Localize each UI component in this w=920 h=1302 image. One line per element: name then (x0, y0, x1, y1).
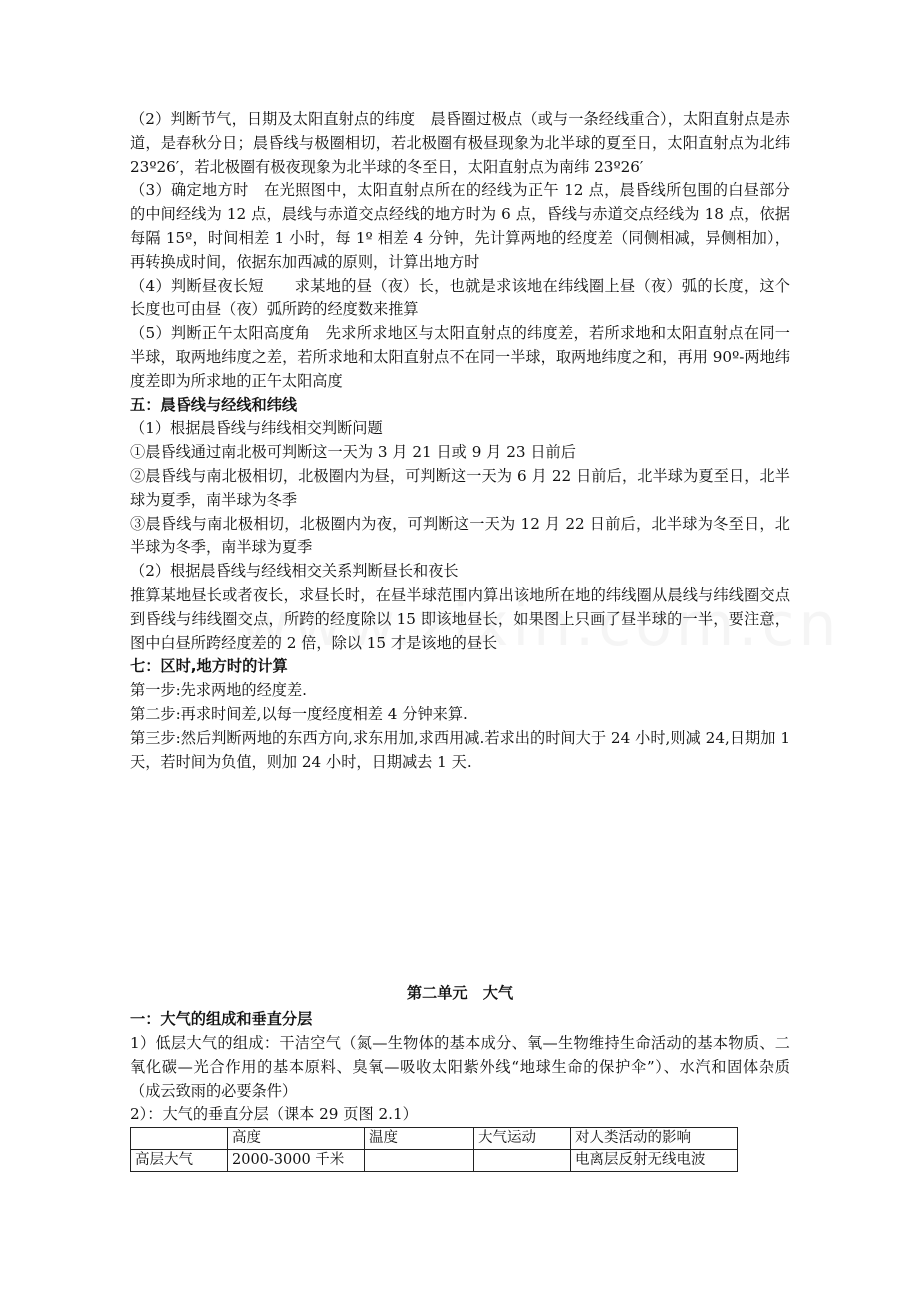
table-header-cell: 高度 (228, 1128, 365, 1150)
section5-item: ③晨昏线与南北极相切，北极圈内为夜，可判断这一天为 12 月 22 日前后，北半球为冬至日，北半球为冬季，南半球为夏季 (130, 514, 790, 557)
unit2-para: 2）：大气的垂直分层（课本 29 页图 2.1） (130, 1105, 418, 1124)
section7-step: 第三步:然后判断两地的东西方向,求东用加,求西用减.若求出的时间大于 24 小时,则减 24,日期加 1 天，若时间为负值，则加 24 小时，日期减去 1 天. (130, 728, 790, 771)
table-cell: 高层大气 (131, 1150, 228, 1172)
table-cell (474, 1150, 571, 1172)
section4-item: （5）判断正午太阳高度角 先求所求地区与太阳直射点的纬度差，若所求地和太阳直射点在同一半球，取两地纬度之差，若所求地和太阳直射点不在同一半球，取两地纬度之和，再用 90º-两地纬度差即为所求地的正午太阳高度 (130, 324, 790, 390)
section5-items (130, 417, 790, 655)
section7-step: 第一步:先求两地的经度差. (130, 681, 308, 700)
section4-item: （3）确定地方时 在光照图中，太阳直射点所在的经线为正午 12 点，晨昏线所包围的白昼部分的中间经线为 12 点，晨线与赤道交点经线的地方时为 6 点，昏线与赤道交点经线为 18 点，依据每隔 15º，时间相差 1 小时，每 1º 相差 4 分钟，先计算两地的经度差（同侧相减，异侧相加），再转换成时间，依据东加西减的原则，计算出地方时 (130, 181, 790, 271)
section5-item: （2）根据晨昏线与经线相交关系判断昼长和夜长 (130, 562, 459, 581)
section7-step: 第二步:再求时间差,以每一度经度相差 4 分钟来算. (130, 704, 468, 723)
section5-item: 推算某地昼长或者夜长，求昼长时，在昼半球范围内算出该地所在地的纬线圈从晨线与纬线圈交点到昏线与纬线圈交点，所跨的经度除以 15 即该地昼长，如果图上只画了昼半球的一半，要注意，图中白昼所跨经度差的 2 倍，除以 15 才是该地的昼长 (130, 585, 790, 652)
section4-item: （4）判断昼夜长短 求某地的昼（夜）长，也就是求该地在纬线圈上昼（夜）弧的长度，这个长度也可由昼（夜）弧所跨的经度数来推算 (130, 276, 790, 319)
page-gap (130, 774, 790, 982)
unit2-para: 1）低层大气的组成：干洁空气（氮—生物体的基本成分、氧—生物维持生命活动的基本物质、二氧化碳—光合作用的基本原料、臭氧—吸收太阳紫外线“地球生命的保护伞”）、水汽和固体杂质（成云致雨的必要条件） (130, 1033, 790, 1100)
section4-items (130, 108, 790, 394)
section5-item: ①晨昏线通过南北极可判断这一天为 3 月 21 日或 9 月 23 日前后 (130, 443, 576, 462)
section7-items (130, 679, 790, 774)
section5-heading: 五：晨昏线与经线和纬线 (130, 395, 298, 414)
section5-item: ②晨昏线与南北极相切，北极圈内为昼，可判断这一天为 6 月 22 日前后，北半球为夏至日，北半球为夏季，南半球为冬季 (130, 466, 790, 509)
unit2-heading: 一：大气的组成和垂直分层 (130, 1010, 313, 1029)
table-header-cell: 大气运动 (474, 1128, 571, 1150)
table-cell: 2000-3000 千米 (228, 1150, 365, 1172)
table-cell: 电离层反射无线电波 (571, 1150, 738, 1172)
section7-heading: 七：区时,地方时的计算 (130, 657, 288, 676)
table-cell (365, 1150, 474, 1172)
table-header-cell: 对人类活动的影响 (571, 1128, 738, 1150)
unit-title: 第二单元 大气 (406, 984, 514, 1003)
table-header-cell: 温度 (365, 1128, 474, 1150)
document-page (130, 108, 790, 1172)
section4-item: （2）判断节气，日期及太阳直射点的纬度 晨昏圈过极点（或与一条经线重合），太阳直射点是赤道，是春秋分日；晨昏线与极圈相切，若北极圈有极昼现象为北半球的夏至日，太阳直射点为北纬 23º26′，若北极圈有极夜现象为北半球的冬至日，太阳直射点为南纬 23º26′ (130, 110, 790, 176)
table-header-cell (131, 1128, 228, 1150)
atmosphere-layers-table (130, 1127, 738, 1172)
section5-item: （1）根据晨昏线与纬线相交判断问题 (130, 419, 383, 438)
table-row (131, 1150, 738, 1172)
table-header-row (131, 1128, 738, 1150)
